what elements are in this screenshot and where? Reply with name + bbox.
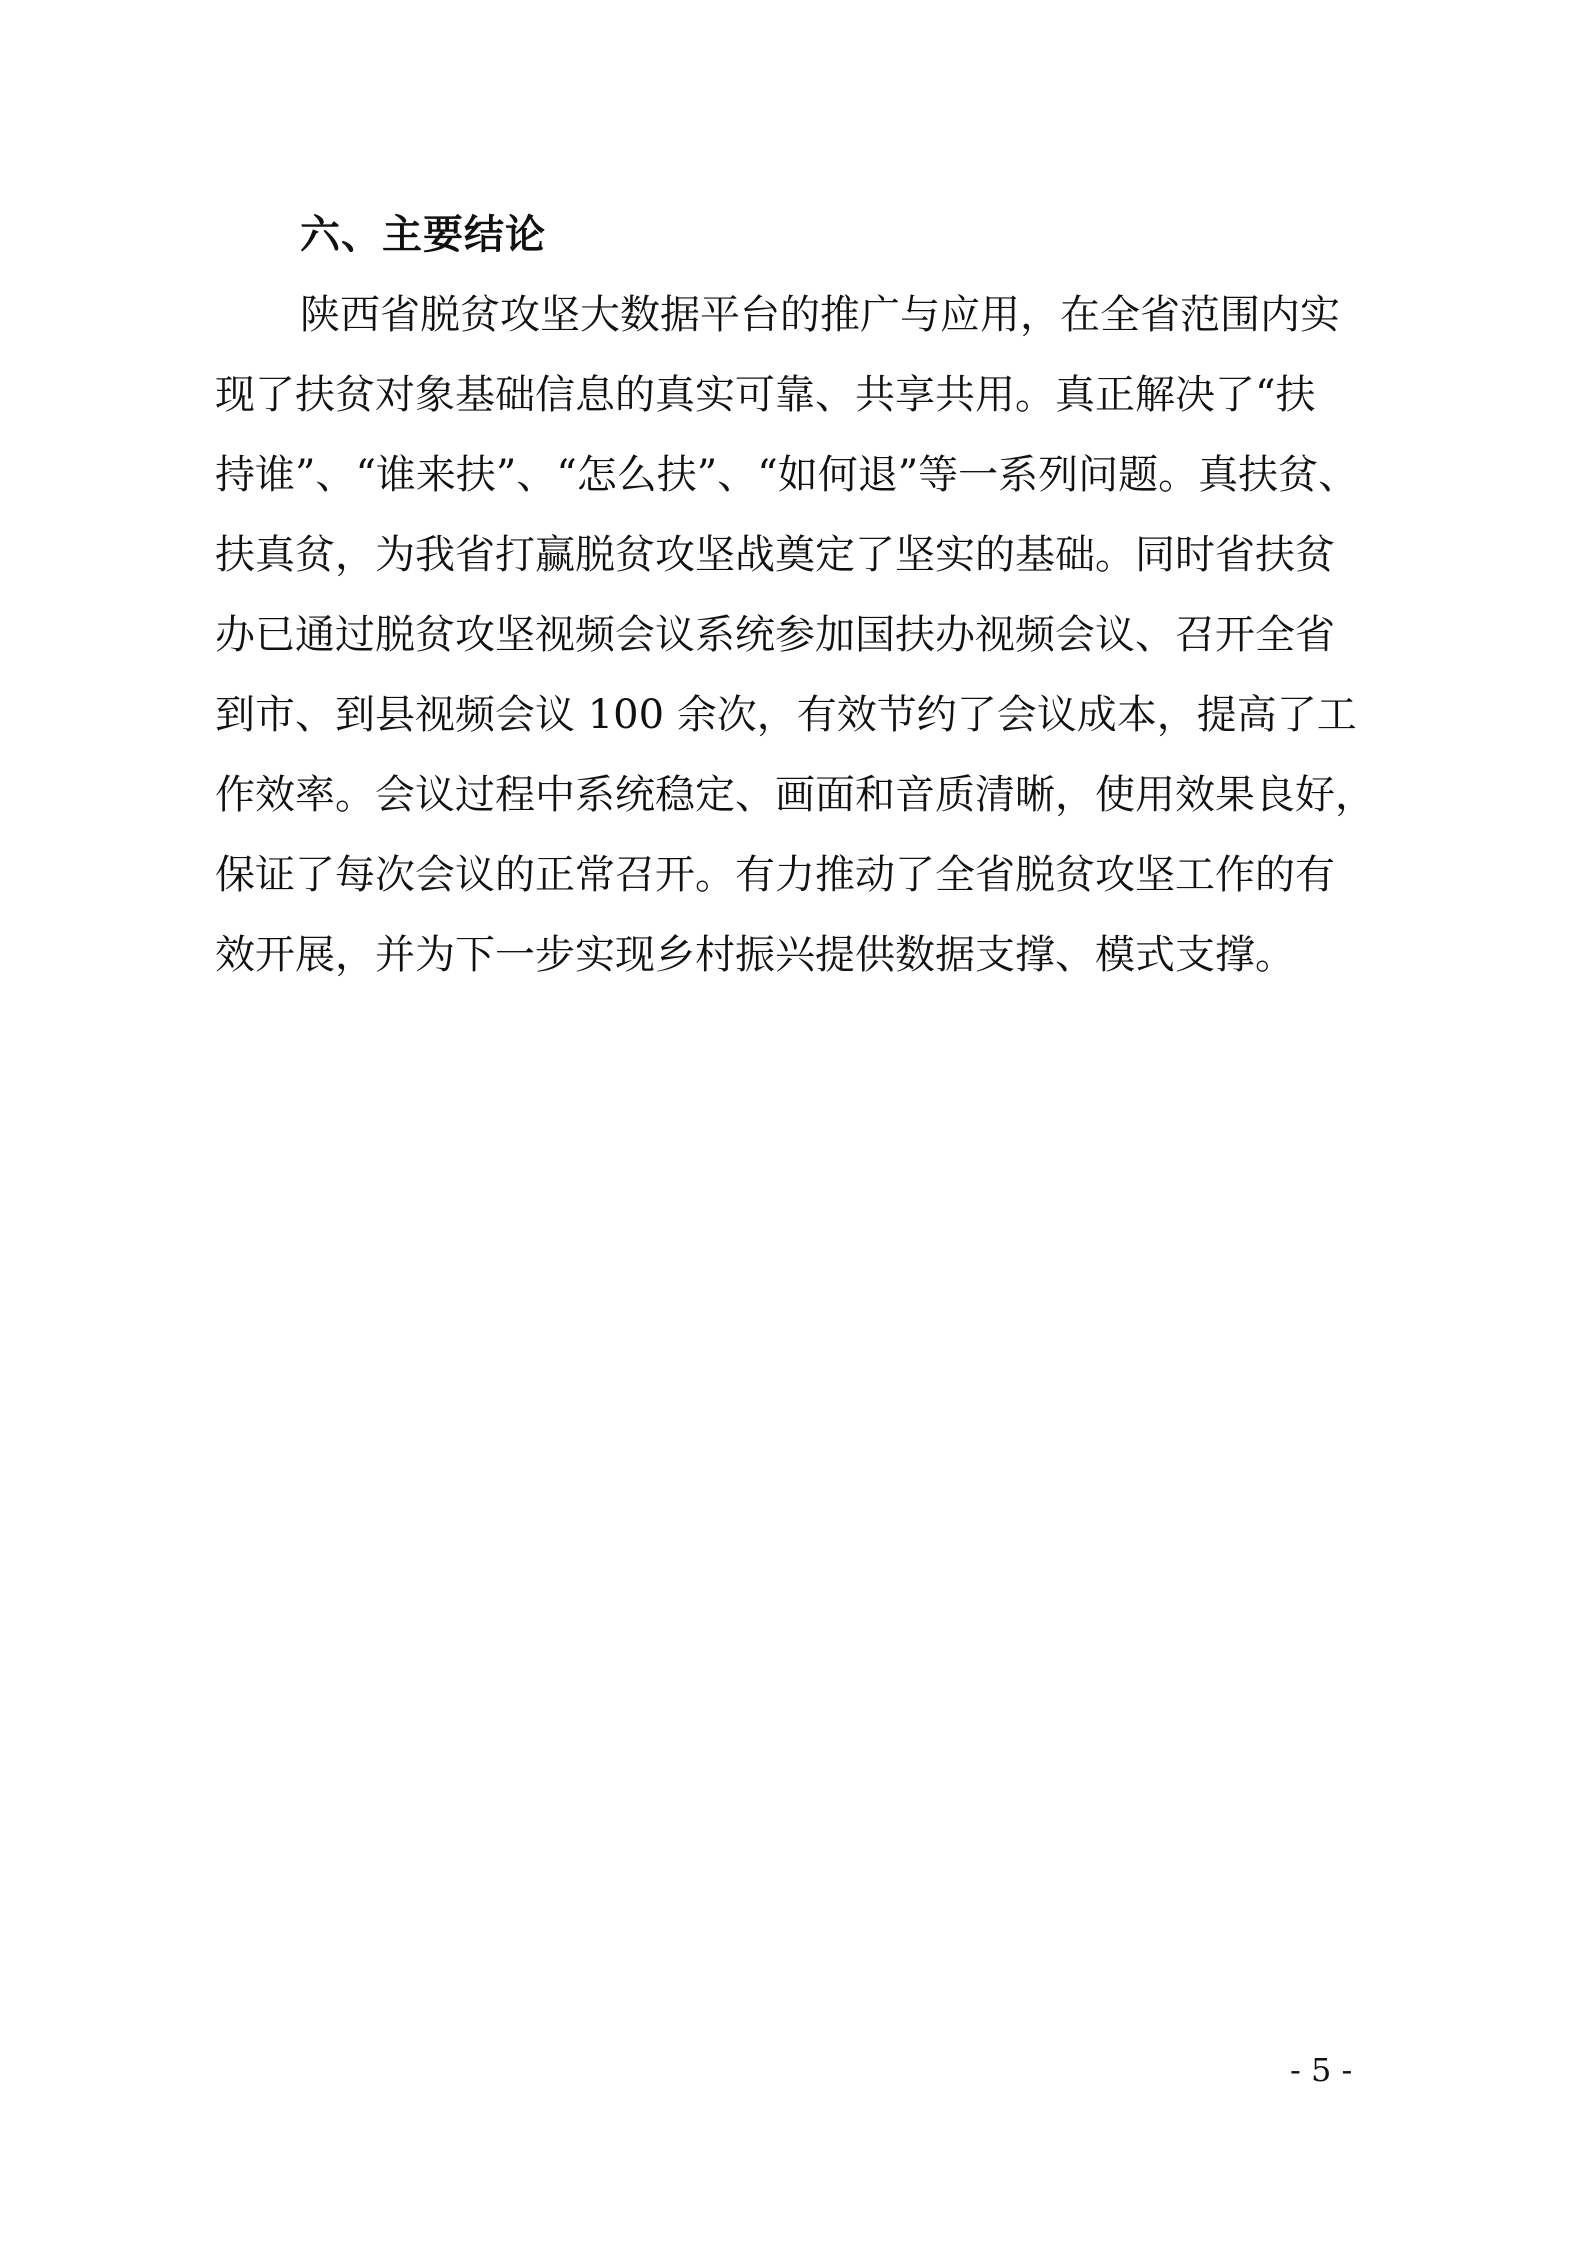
- paragraph-line: 陕西省脱贫攻坚大数据平台的推广与应用，在全省范围内实: [300, 292, 1340, 338]
- section-heading: 六、主要结论: [300, 212, 546, 258]
- conclusion-paragraph: [215, 290, 1395, 1010]
- page-number: - 5 -: [1290, 2051, 1353, 2089]
- paragraph-line: 作效率。会议过程中系统稳定、画面和音质清晰，使用效果良好，: [215, 772, 1375, 818]
- paragraph-line: 保证了每次会议的正常召开。有力推动了全省脱贫攻坚工作的有: [215, 852, 1335, 898]
- paragraph-line: 现了扶贫对象基础信息的真实可靠、共享共用。真正解决了“扶: [215, 372, 1316, 418]
- paragraph-line: 扶真贫，为我省打赢脱贫攻坚战奠定了坚实的基础。同时省扶贫: [215, 532, 1335, 578]
- paragraph-line: 办已通过脱贫攻坚视频会议系统参加国扶办视频会议、召开全省: [215, 612, 1335, 658]
- paragraph-line: 持谁”、“谁来扶”、“怎么扶”、“如何退”等一系列问题。真扶贫、: [215, 452, 1359, 498]
- paragraph-line: 到市、到县视频会议 100 余次，有效节约了会议成本，提高了工: [215, 692, 1357, 738]
- paragraph-line: 效开展，并为下一步实现乡村振兴提供数据支撑、模式支撑。: [215, 932, 1295, 978]
